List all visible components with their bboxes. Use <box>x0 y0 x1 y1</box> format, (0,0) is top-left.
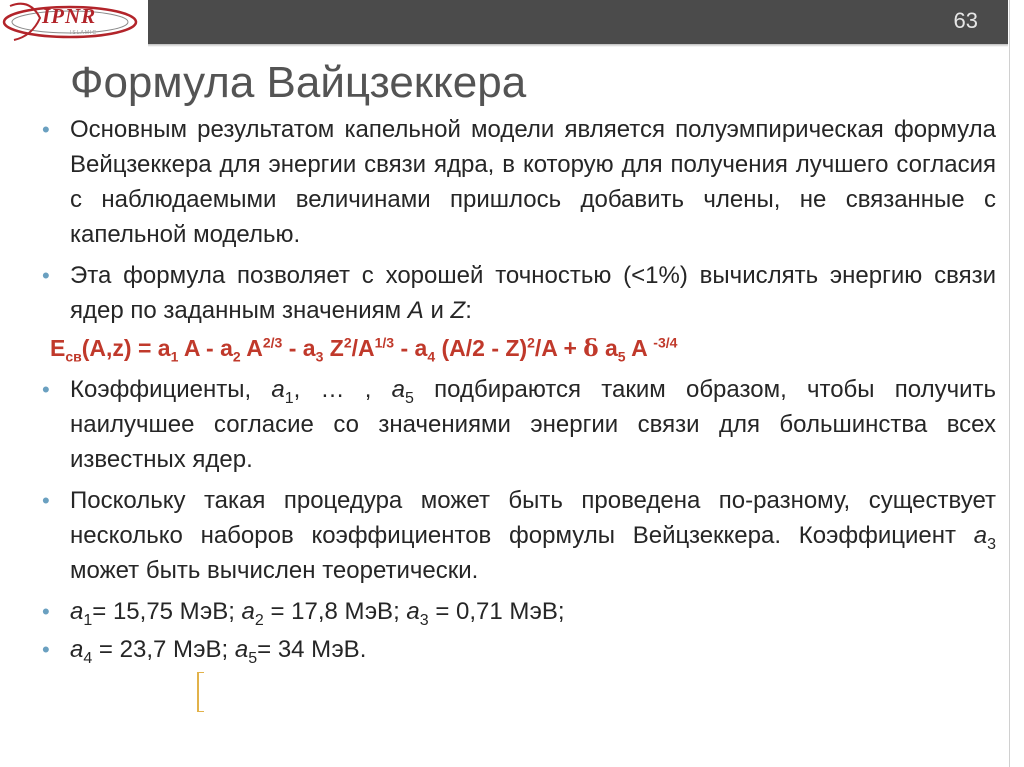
bracket-mark <box>197 672 204 712</box>
bullet-dot-icon: • <box>42 637 50 662</box>
bullet-dot-icon: • <box>42 488 50 513</box>
bullet-dot-icon: • <box>42 263 50 288</box>
page-number: 63 <box>953 8 978 33</box>
bullet-dot-icon: • <box>42 377 50 402</box>
list-item: • Коэффициенты, $a_1$, … , $a_5$ подбираются таким образом, чтобы получить наилучшее согласие со значениями энергии связи для большинства всех известных ядер. <box>42 372 996 477</box>
header-shadow <box>148 44 1008 47</box>
list-item: • $a_1= 15,75$ МэВ; $a_2 = 17,8$ МэВ; $a_3 = 0,71$ МэВ; <box>42 594 996 629</box>
bullet-dot-icon: • <box>42 599 50 624</box>
list-item: • Основным результатом капельной модели является полуэмпирическая формула Вейцзеккера для энергии связи ядра, в которую для получения лучшего согласия с наблюдаемыми величинами пришлось добавить члены, не связанные с капельной моделью. <box>42 112 996 252</box>
page-title: Формула Вайцзеккера <box>70 58 527 107</box>
header-bar <box>148 0 1008 44</box>
bullet-dot-icon: • <box>42 117 50 142</box>
logo <box>0 0 148 44</box>
list-item: • Эта формула позволяет с хорошей точностью (<1%) вычислять энергию связи ядер по заданным значениям A и Z: <box>42 258 996 328</box>
logo-subtitle: ISLAMIC <box>70 30 98 36</box>
list-item: • Поскольку такая процедура может быть проведена по-разному, существует несколько наборов коэффициентов формулы Вейцзеккера. Коэффициент $a_3$ может быть вычислен теоретически. <box>42 483 996 588</box>
slide-body <box>42 112 996 670</box>
right-divider <box>1009 0 1010 767</box>
list-item: • $a_4 = 23,7$ МэВ; $a_5= 34$ МэВ. <box>42 632 996 667</box>
logo-text: IPNR <box>42 4 97 28</box>
weizsacker-formula: $E_{св}(A,z) = a_1$ A - $a_2$ $A^{2/3} - a_3$ $Z^2/A^{1/3} - a_4$ (A/2 - Z)$^2$/A + δ $a_5$ A $^{-3/4}$ <box>50 334 678 365</box>
